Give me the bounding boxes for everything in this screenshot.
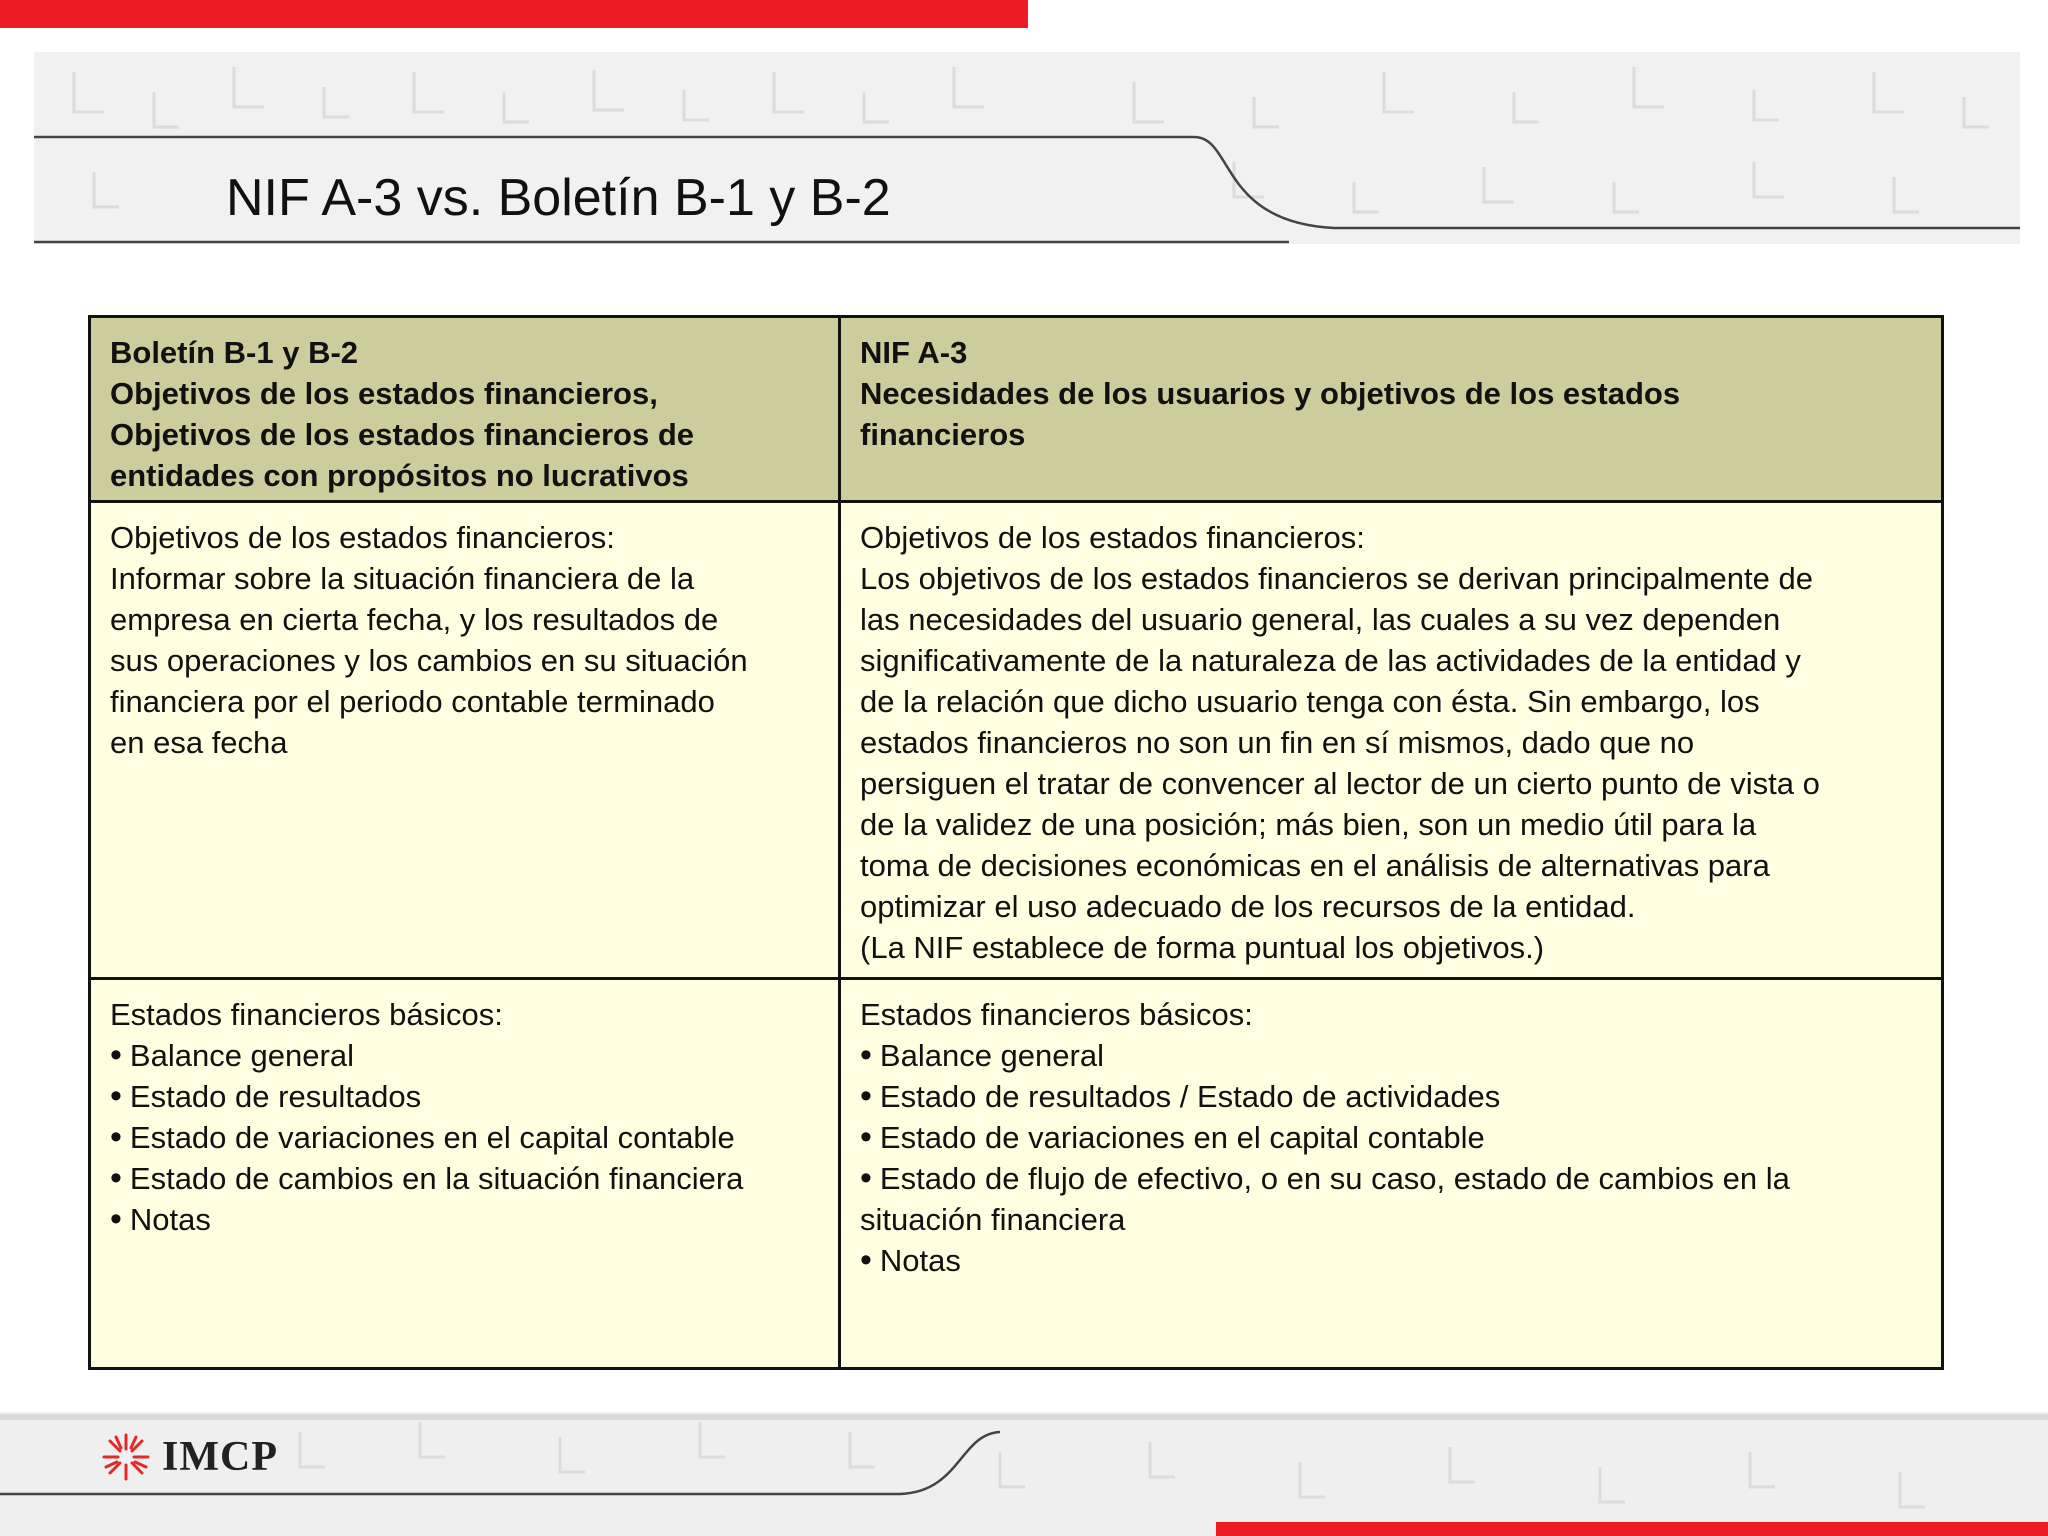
imcp-logo [100,1428,278,1486]
header-cell-right [841,318,1941,503]
objectives-right-line: significativamente de la naturaleza de las actividades de la entidad y [860,643,1801,678]
header-left-line: Boletín B-1 y B-2 [110,335,359,370]
list-item-continuation: situación financiera [860,1202,1126,1237]
bottom-accent-bar [1216,1522,2048,1536]
objectives-right-line: (La NIF establece de forma puntual los objetivos.) [860,930,1545,965]
objectives-right-line: Los objetivos de los estados financieros se derivan principalmente de [860,561,1813,596]
header-cell-left [91,318,841,503]
objectives-right-line: de la validez de una posición; más bien, son un medio útil para la [860,807,1757,842]
logo-burst-icon [100,1431,152,1483]
header-right-line: NIF A-3 [860,335,968,370]
statements-right-heading: Estados financieros básicos: [860,997,1253,1032]
header-left-line: Objetivos de los estados financieros, [110,376,658,411]
objectives-right-line: persiguen el tratar de convencer al lector de un cierto punto de vista o [860,766,1820,801]
objectives-right-line: toma de decisiones económicas en el análisis de alternativas para [860,848,1770,883]
list-item: • Estado de resultados [110,1076,820,1117]
objectives-right-line: optimizar el uso adecuado de los recursos de la entidad. [860,889,1636,924]
objectives-left-line: Objetivos de los estados financieros: [110,520,615,555]
objectives-left-line: empresa en cierta fecha, y los resultados de [110,602,719,637]
header-right-line: Necesidades de los usuarios y objetivos de los estados [860,376,1681,411]
objectives-left-line: financiera por el periodo contable terminado [110,684,715,719]
logo-text: IMCP [162,1434,278,1480]
list-item: • Notas [110,1199,820,1240]
list-item: • Balance general [860,1035,1923,1076]
list-item: • Estado de variaciones en el capital contable [860,1117,1923,1158]
statements-cell-left [91,980,841,1367]
footer-band [0,1412,2048,1536]
objectives-right-line: las necesidades del usuario general, las cuales a su vez dependen [860,602,1781,637]
objectives-left-line: sus operaciones y los cambios en su situación [110,643,748,678]
list-item: • Estado de resultados / Estado de actividades [860,1076,1923,1117]
objectives-right-line: de la relación que dicho usuario tenga con ésta. Sin embargo, los [860,684,1760,719]
comparison-table [88,315,1944,1370]
list-item: • Estado de flujo de efectivo, o en su caso, estado de cambios en la [860,1158,1923,1199]
objectives-right-line: Objetivos de los estados financieros: [860,520,1365,555]
list-item: • Balance general [110,1035,820,1076]
header-left-line: Objetivos de los estados financieros de [110,417,695,452]
objectives-cell-right [841,503,1941,980]
top-accent-bar [0,0,1028,28]
list-item: • Notas [860,1240,1923,1281]
statements-left-heading: Estados financieros básicos: [110,997,503,1032]
objectives-cell-left [91,503,841,980]
objectives-left-line: Informar sobre la situación financiera de la [110,561,695,596]
slide-title: NIF A-3 vs. Boletín B-1 y B-2 [226,169,891,227]
footer-decoration [0,1412,2048,1536]
objectives-left-line: en esa fecha [110,725,288,760]
statements-cell-right [841,980,1941,1367]
list-item: • Estado de variaciones en el capital contable [110,1117,820,1158]
objectives-right-line: estados financieros no son un fin en sí mismos, dado que no [860,725,1695,760]
header-left-line: entidades con propósitos no lucrativos [110,458,689,493]
header-right-line: financieros [860,417,1026,452]
list-item: • Estado de cambios en la situación financiera [110,1158,820,1199]
